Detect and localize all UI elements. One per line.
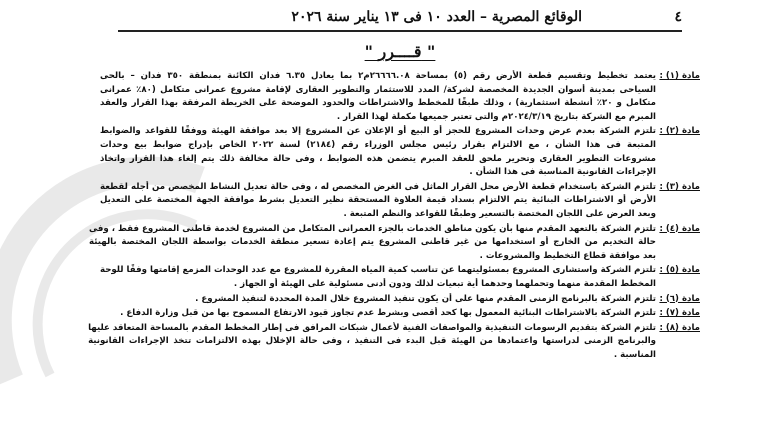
- article-line: تلتزم الشركة بعدم عرض وحدات المشروع للحجز أو البيع أو الإعلان عن المشروع إلا بعد موافقة الهيئة ووفقًا للقواعد والضوابط: [100, 126, 656, 137]
- article-label: مادة (٣) :: [659, 181, 700, 192]
- article-text: [100, 293, 656, 307]
- article: [100, 125, 700, 179]
- article-label: مادة (٤) :: [659, 223, 700, 234]
- article-line: تلتزم الشركة واستشارى المشروع بمسئوليتهما عن تناسب كمية المياه المقررة للمشروع مع عدد الوحدات المزمع إقامتها وفقًا للوحة: [100, 265, 656, 276]
- article-text: [100, 70, 656, 124]
- article-label: مادة (٢) :: [659, 126, 700, 137]
- article-line: المبرم مع الشركة بتاريخ ٢٠٢٤/٣/١٩م والتى تعتبر جميعها مكملة لهذا القرار .: [336, 111, 656, 122]
- page-number: ٤: [674, 9, 682, 25]
- article-line: والبرنامج الزمنى لدراستها واعتمادها من الهيئة قبل البدء فى التنفيذ ، وفى حالة الإخلال بهذه الالتزامات تتخذ الإجراءات القانونية: [88, 336, 656, 347]
- article-line: المتبعة فى هذا الشأن ، مع الالتزام بقرار رئيس مجلس الوزراء رقم (٢١٨٤) لسنة ٢٠٢٢ الخاص بإدراج ضوابط بيع وحدات: [100, 139, 656, 150]
- header-title: الوقائع المصرية – العدد ١٠ فى ١٣ يناير سنة ٢٠٢٦: [291, 9, 582, 25]
- article-line: تلتزم الشركة باستخدام قطعة الأرض محل القرار الماثل فى الغرض المخصص له ، وفى حالة تعديل النشاط المخصص من أجله لقطعة: [100, 181, 656, 192]
- article-text: [100, 307, 656, 321]
- article: [88, 322, 700, 363]
- article-label: مادة (٨) :: [659, 322, 700, 333]
- article-line: تلتزم الشركة بالبرنامج الزمنى المقدم منها على أن يكون تنفيذ المشروع خلال المدة المحددة لتنفيذ المشروع .: [195, 293, 656, 304]
- article: [100, 70, 700, 124]
- article-text: [100, 264, 656, 291]
- article-text: [88, 322, 656, 363]
- article-line: الأرض أو الاشتراطات البنائية يتم الالتزام بسداد قيمة العلاوة المستحقة نظير التعديل بشرط موافقة الجهة المختصة على التعديل: [100, 195, 656, 206]
- article-text: [89, 223, 656, 264]
- article: [100, 307, 700, 321]
- article-line: مشروعات التطوير العقارى وتحرير ملحق للعقد المبرم يتضمن هذه الضوابط ، وفى حالة مخالفة ذلك يتم إلغاء هذا القرار واتخاذ: [100, 153, 656, 164]
- article-label: مادة (٧) :: [659, 308, 700, 319]
- article-label: مادة (١) :: [659, 71, 700, 81]
- article-line: تلتزم الشركة بالتعهد المقدم منها بأن يكون مناطق الخدمات بالجزء العمرانى المتكامل من المشروع لخدمة قاطنى المشروع فقط ، وفى: [89, 223, 656, 234]
- decision-heading: " قــــرر ": [364, 42, 436, 61]
- article-line: تلتزم الشركة بتقديم الرسومات التنفيذية والمواصفات الفنية لأعمال شبكات المرافق فى إطار المخطط المقدم بالمساحة المتعاقد عليها: [88, 322, 656, 333]
- article-line: متكامل و ٢٠٪ أنشطة استثمارية) ، وذلك طبقًا للمخطط والاشتراطات والحدود الموضحة على الخريطة المرفقة بهذا القرار والعقد: [100, 98, 656, 109]
- article-text: [100, 181, 656, 222]
- article-text: [100, 125, 656, 179]
- article-line: وبعد العرض على اللجان المختصة بالتسعير وطبقًا للقواعد والنظم المتبعة .: [343, 208, 656, 219]
- article-line: الإجراءات القانونية المناسبة فى هذا الشأن .: [469, 167, 656, 178]
- article: [100, 293, 700, 307]
- article-line: يعتمد تخطيط وتقسيم قطعة الأرض رقم (٥) بمساحة ٢٦٦٦٦.٠٨م٢ بما يعادل ٦.٣٥ فدان الكائنة بمنطقة ٣٥٠ فدان – بالحى: [100, 71, 656, 81]
- article-line: تلتزم الشركة بالاشتراطات البنائية المعمول بها كحد أقصى وبشرط عدم تجاوز قيود الارتفاع المسموح بها من قبل وزارة الدفاع .: [120, 308, 656, 319]
- article-label: مادة (٥) :: [659, 265, 700, 276]
- article: [100, 181, 700, 222]
- articles-body: [88, 70, 700, 410]
- article: [100, 264, 700, 291]
- article-line: حالة التخديم من الخارج أو استخدامها من غير قاطنى المشروع يتم إعادة تسعير منطقة الخدمات بواسطة اللجان المختصة بالهيئة: [89, 237, 656, 248]
- article-label: مادة (٦) :: [659, 293, 700, 304]
- article-line: السياحى بمدينة أسوان الجديدة المخصصة لشركة/ المدد للاستثمار والتطوير العقارى لإقامة مشروع عمرانى متكامل (٨٠٪ عمرانى: [100, 84, 656, 95]
- header-rule: [118, 30, 682, 32]
- page-header: [118, 7, 682, 27]
- article-gap: [100, 362, 700, 363]
- article: [89, 223, 700, 264]
- article-line: المناسبة .: [613, 349, 656, 360]
- article-line: بعد موافقة قطاع التخطيط والمشروعات .: [479, 250, 656, 261]
- article-line: المخطط المقدمة منهما وتحملهما وحدهما أية تبعيات لذلك ودون أدنى مسئولية على الهيئة أو الجهاز .: [233, 278, 656, 289]
